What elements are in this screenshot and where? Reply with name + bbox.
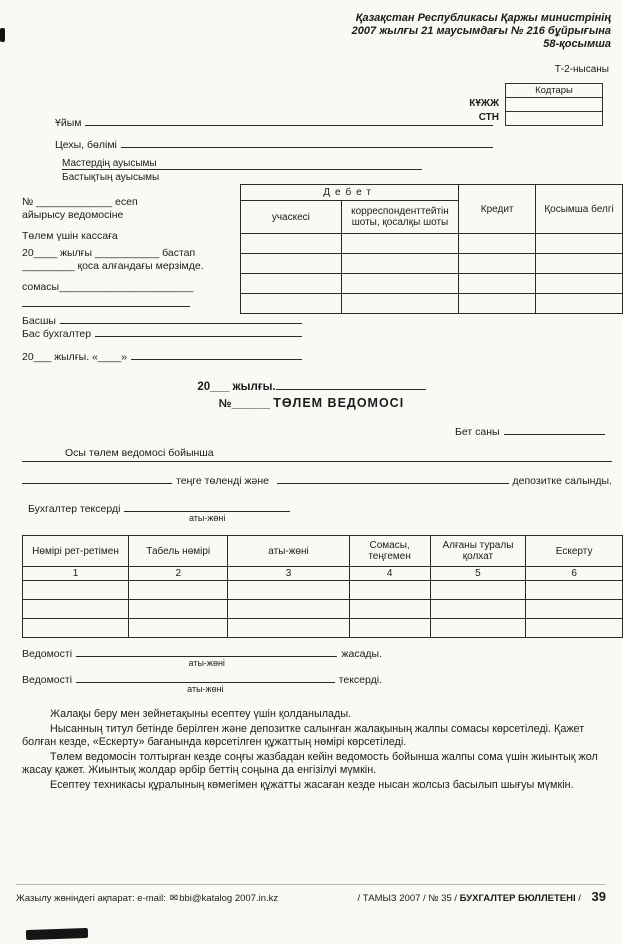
column-header: Алғаны туралы қолхат: [430, 536, 526, 567]
table-cell: [430, 581, 526, 600]
chief-accountant-signature-field: [22, 325, 302, 340]
table-cell: [459, 234, 536, 254]
table-cell: [241, 234, 342, 254]
page-number: 39: [591, 889, 606, 904]
title-year-label: 20___ жылғы.: [197, 381, 276, 393]
debit-table: [240, 184, 623, 314]
table-cell: [129, 600, 228, 619]
column-number: 2: [129, 567, 228, 581]
envelope-icon: ✉: [169, 893, 179, 904]
paid-deposit-line: [22, 472, 612, 487]
table-cell: [526, 619, 623, 638]
table-cell: [526, 600, 623, 619]
table-cell: [341, 234, 459, 254]
stn-label: СТН: [478, 112, 499, 123]
bulletin-name: БУХГАЛТЕР БЮЛЛЕТЕНІ: [459, 893, 576, 904]
table-cell: [536, 254, 623, 274]
blank-line: [76, 645, 337, 668]
deposit-text: депозитке салынды.: [512, 475, 612, 487]
table-cell: [459, 294, 536, 314]
table-cell: [430, 600, 526, 619]
department-field: [55, 136, 493, 151]
table-cell: [241, 294, 342, 314]
sheet-count-field: [455, 423, 605, 438]
table-cell: [129, 619, 228, 638]
table-cell: [459, 274, 536, 294]
table-cell: [536, 294, 623, 314]
column-number-row: [23, 567, 623, 581]
cash-line-2: 20____ жылғы ___________ бастап: [22, 247, 196, 259]
explanatory-notes: [22, 708, 602, 793]
table-cell: [241, 274, 342, 294]
blank-line: [131, 348, 302, 360]
blank-line: [504, 423, 605, 435]
scan-artifact: [0, 28, 5, 42]
column-number: 5: [430, 567, 526, 581]
title-number-prefix: №______: [218, 398, 270, 410]
blank-line: [121, 136, 493, 148]
organization-label: Ұйым: [55, 117, 82, 129]
table-cell: [526, 581, 623, 600]
scan-artifact: [26, 928, 88, 940]
subscription-info-label: Жазылу жөніндегі ақпарат: e-mail:: [16, 893, 166, 904]
note-paragraph: Төлем ведомосін толтырған кезде соңғы жазбадан кейін ведомость бойынша жалпы сома үшін жиынтық жол жасау қажет. Жиынтық жолдар әрбір беттің соңына да енгізілуі мүмкін.: [22, 750, 598, 776]
accountant-checked-label: Бухгалтер тексерді: [28, 503, 121, 515]
date-field: [22, 348, 302, 363]
left-settlement-block: [22, 196, 237, 307]
payroll-table: [22, 535, 623, 638]
table-cell: [349, 619, 430, 638]
note-paragraph: Есептеу техникасы құралының көмегімен құжатты жасаған кезде нысан жолсыз басылып шығуы мүмкін.: [50, 778, 574, 791]
table-row: [241, 234, 623, 254]
column-header: Ескерту: [526, 536, 623, 567]
blank-line: [60, 312, 302, 324]
extra-note-header-cell: Қосымша белгі: [536, 185, 623, 234]
table-cell: [459, 254, 536, 274]
statement-made-field: [22, 645, 382, 668]
date-label: 20___ жылғы. «____»: [22, 351, 128, 363]
approval-line-3: 58-қосымша: [543, 38, 611, 50]
column-header: Табель нөмірі: [129, 536, 228, 567]
amount-line: сомасы_______________________: [22, 281, 194, 293]
form-code: Т-2-нысаны: [554, 64, 609, 75]
code-row-kuzh: [455, 97, 603, 112]
blank-line: [76, 671, 335, 694]
column-number: 6: [526, 567, 623, 581]
table-cell: [341, 274, 459, 294]
blank-line: [124, 500, 290, 523]
table-cell: [341, 254, 459, 274]
table-row: [23, 581, 623, 600]
made-label: жасады.: [341, 648, 382, 660]
settlement-line-1: № _____________ есеп: [22, 196, 138, 208]
column-number: 1: [23, 567, 129, 581]
title-main-line: [0, 396, 623, 410]
accountant-checked-field: [28, 500, 290, 523]
checked-label: тексерді.: [338, 674, 382, 686]
table-cell: [430, 619, 526, 638]
table-row: [23, 600, 623, 619]
column-header: Нөмірі рет-ретімен: [23, 536, 129, 567]
page-footer: [16, 884, 606, 904]
table-cell: [349, 581, 430, 600]
cash-line-1: Төлем үшін кассаға: [22, 230, 118, 242]
footer-email: bbi@katalog 2007.in.kz: [179, 893, 279, 904]
paid-text: теңге төленді және: [176, 475, 269, 487]
table-cell: [536, 274, 623, 294]
vedomosti-label: Ведомості: [22, 674, 73, 686]
approval-line-1: Қазақстан Республикасы Қаржы министрінің: [355, 12, 611, 24]
settlement-line-2: айырысу ведомосіне: [22, 209, 124, 221]
table-cell: [241, 254, 342, 274]
table-cell: [23, 619, 129, 638]
credit-header-cell: Кредит: [459, 185, 536, 234]
blank-line: [276, 378, 426, 390]
document-title-block: [0, 378, 623, 410]
footer-separator: /: [578, 893, 581, 904]
vedomosti-label: Ведомості: [22, 648, 73, 660]
table-cell: [349, 600, 430, 619]
stn-value-box: [505, 111, 603, 126]
organization-field: [55, 114, 493, 129]
table-cell: [23, 581, 129, 600]
statement-intro: Осы төлем ведомосі бойынша: [65, 447, 214, 459]
issue-meta: / ТАМЫЗ 2007 / № 35 /: [357, 893, 458, 904]
title-year-line: [0, 378, 623, 393]
note-paragraph: Жалақы беру мен зейнетақыны есептеу үшін қолданылады.: [50, 708, 352, 720]
blank-line: [22, 472, 172, 484]
statement-checked-field: [22, 671, 382, 694]
table-header-row: [23, 536, 623, 567]
table-row: [241, 254, 623, 274]
master-shift-label: Мастердің ауысымы: [62, 158, 157, 169]
master-shift-field: [62, 158, 422, 170]
table-row: [241, 294, 623, 314]
table-cell: [23, 600, 129, 619]
kuzh-value-box: [505, 97, 603, 112]
corresponding-account-header-cell: корреспонденттейтін шоты, қосалқы шоты: [341, 201, 459, 234]
department-label: Цехы, бөлімі: [55, 139, 117, 151]
document-title: ТӨЛЕМ ВЕДОМОСІ: [273, 396, 405, 410]
codes-title: Кодтары: [505, 83, 603, 98]
table-cell: [341, 294, 459, 314]
table-row: [241, 185, 623, 201]
sheet-count-label: Бет саны: [455, 426, 500, 438]
chief-shift-label: Бастықтың ауысымы: [62, 172, 160, 183]
section-header-cell: учаскесі: [241, 201, 342, 234]
table-cell: [228, 600, 349, 619]
blank-line: [85, 114, 493, 126]
table-cell: [536, 234, 623, 254]
column-header: Сомасы, теңгемен: [349, 536, 430, 567]
table-row: [241, 274, 623, 294]
blank-line: [277, 472, 509, 484]
column-number: 3: [228, 567, 349, 581]
blank-line: [22, 294, 190, 307]
head-label: Басшы: [22, 315, 56, 327]
table-row: [23, 619, 623, 638]
debit-header-cell: Дебет: [241, 185, 459, 201]
footer-right: [357, 889, 606, 904]
column-header: аты-жөні: [228, 536, 349, 567]
name-caption: аты-жөні: [187, 684, 224, 694]
blank-line: [22, 450, 612, 462]
blank-line: [95, 325, 302, 337]
table-cell: [228, 619, 349, 638]
note-paragraph: Нысанның титул бетінде берілген және депозитке салынған жалақының жалпы сомасы көрсетіледі. Қажет болған кезде, «Ескерту» бағанында көрсетілген құжаттың нөмірі көрсетіледі.: [22, 722, 585, 748]
approval-line-2: 2007 жылғы 21 маусымдағы № 216 бұйрығына: [351, 25, 611, 37]
table-cell: [129, 581, 228, 600]
cash-line-3: _________ қоса алғандағы мерзімде.: [22, 260, 204, 272]
chief-accountant-label: Бас бухгалтер: [22, 328, 92, 340]
kuzh-label: КҰЖЖ: [469, 98, 499, 109]
name-caption: аты-жөні: [188, 658, 225, 668]
column-number: 4: [349, 567, 430, 581]
footer-left: [16, 893, 278, 904]
name-caption: аты-жөні: [189, 513, 226, 523]
table-cell: [228, 581, 349, 600]
approval-note: [352, 12, 611, 51]
